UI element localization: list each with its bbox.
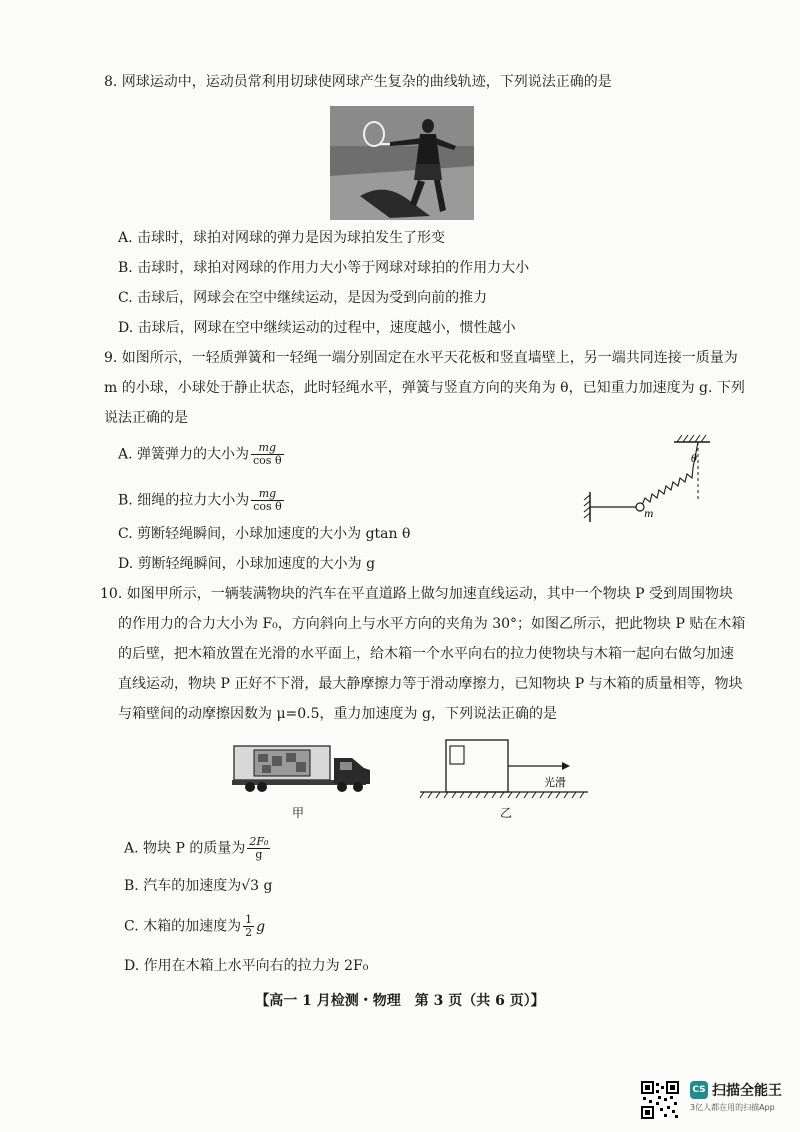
- camscanner-brand: [690, 1080, 800, 1113]
- q10-truck-figure: [230, 740, 380, 798]
- q10-option-c: [124, 914, 265, 939]
- q9-option-a-fraction: [251, 442, 284, 467]
- fraction-denominator: cos θ: [253, 500, 282, 513]
- q10-option-c-tail: g: [256, 918, 266, 935]
- q10-stem-3: 的后壁，把木箱放置在光滑的水平面上，给木箱一个水平向右的拉力使物块与木箱一起向右做匀加速: [118, 646, 734, 662]
- q9-stem-1: 9. 如图所示，一轻质弹簧和一轻绳一端分别固定在水平天花板和竖直墙壁上，另一端共同连接一质量为: [104, 350, 738, 366]
- q9-option-a: [118, 442, 284, 467]
- fraction-denominator: cos θ: [253, 454, 282, 467]
- q9-option-b: [118, 488, 284, 513]
- fraction-numerator: mg: [251, 488, 284, 501]
- q8-stem: 8. 网球运动中，运动员常利用切球使网球产生复杂的曲线轨迹，下列说法正确的是: [104, 74, 612, 90]
- q8-option-a: A. 击球时，球拍对网球的弹力是因为球拍发生了形变: [118, 230, 446, 246]
- fraction-numerator: 1: [245, 913, 253, 926]
- q10-stem-4: 直线运动，物块 P 正好不下滑，最大静摩擦力等于滑动摩擦力，已知物块 P 与木箱的质量相等，物块: [118, 676, 743, 692]
- q10-box-figure: [418, 734, 590, 804]
- q10-stem-5: 与箱壁间的动摩擦因数为 μ=0.5，重力加速度为 g，下列说法正确的是: [118, 706, 557, 722]
- q9-stem-3: 说法正确的是: [104, 410, 188, 426]
- q10-stem-1: 10. 如图甲所示，一辆装满物块的汽车在平直道路上做匀加速直线运动，其中一个物块 P 受到周围物块: [100, 586, 734, 602]
- q10-option-d: D. 作用在木箱上水平向右的拉力为 2F₀: [124, 958, 369, 974]
- q10-option-c-fraction: [243, 914, 254, 939]
- q10-option-c-text: C. 木箱的加速度为: [124, 918, 242, 935]
- q10-option-a-text: A. 物块 P 的质量为: [124, 840, 246, 857]
- brand-name: 扫描全能王: [712, 1083, 782, 1099]
- fraction-denominator: g: [255, 848, 263, 861]
- q8-option-c: C. 击球后，网球会在空中继续运动，是因为受到向前的推力: [118, 290, 488, 306]
- q9-option-b-fraction: [251, 488, 284, 513]
- q10-stem-2: 的作用力的合力大小为 F₀，方向斜向上与水平方向的夹角为 30°；如图乙所示，把此物块 P 贴在木箱: [118, 616, 746, 632]
- q8-option-b: B. 击球时，球拍对网球的作用力大小等于网球对球拍的作用力大小: [118, 260, 530, 276]
- camscanner-logo-icon: CS: [690, 1081, 708, 1099]
- q10-label-yi: 乙: [500, 806, 513, 820]
- q10-label-jia: 甲: [292, 806, 305, 820]
- q9-option-a-text: A. 弹簧弹力的大小为: [118, 446, 250, 463]
- brand-tagline: 3亿人都在用的扫描App: [690, 1103, 775, 1112]
- fraction-denominator: 2: [245, 926, 253, 939]
- q9-stem-2: m 的小球，小球处于静止状态，此时轻绳水平，弹簧与竖直方向的夹角为 θ，已知重力加速度为 g. 下列: [104, 380, 745, 396]
- q9-option-d: D. 剪断轻绳瞬间，小球加速度的大小为 g: [118, 556, 376, 572]
- qr-code-icon: [640, 1080, 680, 1120]
- q10-option-a: [124, 836, 270, 861]
- fraction-numerator: mg: [251, 442, 284, 455]
- page-footer: 【高一 1 月检测・物理 第 3 页（共 6 页）】: [255, 993, 545, 1009]
- q10-option-b: B. 汽车的加速度为√3 g: [124, 878, 273, 894]
- q8-option-d: D. 击球后，网球在空中继续运动的过程中，速度越小，惯性越小: [118, 320, 516, 336]
- q10-smooth-label: 光滑: [544, 776, 566, 789]
- q9-mass-label: m: [644, 509, 654, 520]
- q10-option-a-fraction: [247, 836, 270, 861]
- q9-spring-diagram: [582, 432, 712, 524]
- q9-option-c: C. 剪断轻绳瞬间，小球加速度的大小为 gtan θ: [118, 526, 411, 542]
- fraction-numerator: 2F₀: [249, 835, 269, 848]
- tennis-photo: [330, 106, 474, 220]
- q9-option-b-text: B. 细绳的拉力大小为: [118, 492, 250, 509]
- q9-theta-label: θ: [691, 454, 698, 465]
